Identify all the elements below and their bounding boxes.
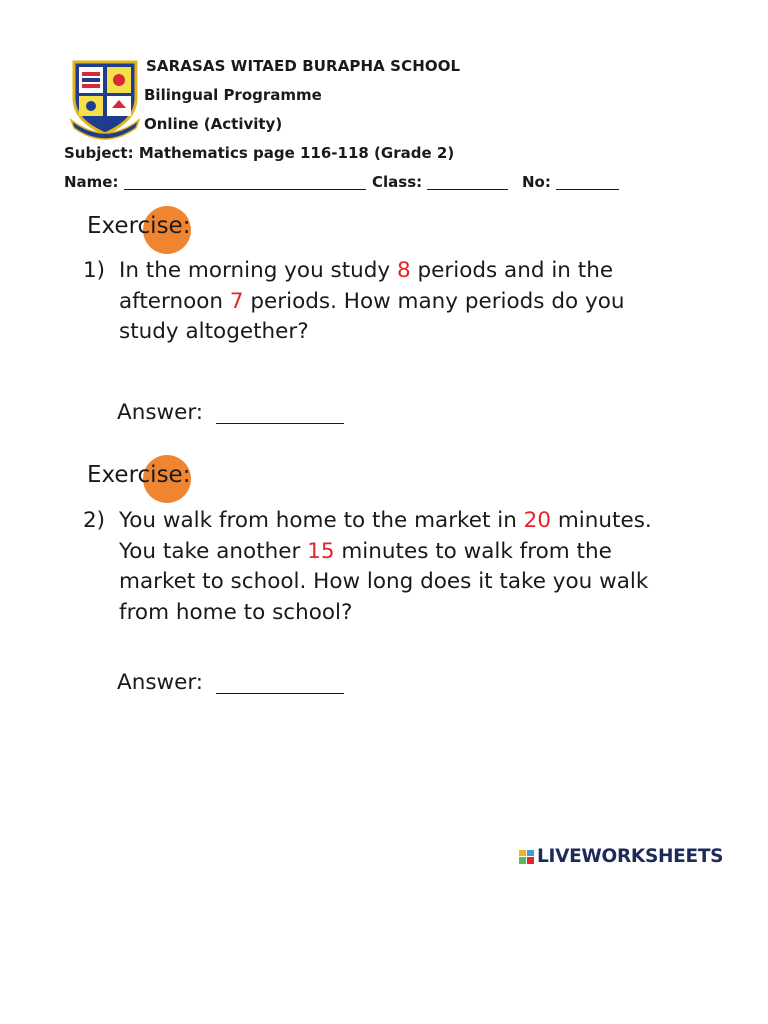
no-field[interactable] (556, 189, 619, 190)
exercise-heading-2: Exercise: (87, 455, 207, 503)
logo-blocks-icon (519, 850, 535, 864)
question-line: market to school. How long does it take you walk (119, 569, 649, 594)
highlighted-number: 15 (307, 538, 335, 564)
answer-label: Answer: (117, 400, 204, 425)
question-line: In the morning you study 8 periods and in the (119, 258, 614, 283)
highlighted-number: 8 (397, 258, 411, 283)
shield-icon (70, 58, 140, 142)
mode-label: Online (Activity) (144, 115, 283, 133)
liveworksheets-logo (519, 846, 724, 868)
exercise-heading-1: Exercise: (87, 206, 207, 254)
subject-line: Subject: Mathematics page 116-118 (Grade 2) (64, 144, 455, 162)
name-label: Name: (64, 173, 119, 191)
class-field[interactable] (427, 189, 508, 190)
logo-text: LIVEWORKSHEETS (537, 846, 724, 867)
highlighted-number: 20 (523, 508, 552, 533)
answer-field[interactable] (216, 423, 344, 424)
answer-label: Answer: (117, 670, 204, 695)
question-line: afternoon 7 periods. How many periods do you (119, 288, 625, 314)
class-label: Class: (372, 173, 423, 191)
no-label: No: (522, 173, 551, 191)
question-text (119, 506, 652, 628)
question-line: study altogether? (119, 319, 309, 344)
school-crest (70, 58, 140, 142)
question-number: 2) (83, 508, 106, 533)
question-2 (83, 506, 703, 631)
question-number: 1) (83, 258, 106, 283)
question-line: from home to school? (119, 599, 353, 625)
question-text (119, 256, 624, 348)
school-name: SARASAS WITAED BURAPHA SCHOOL (146, 57, 461, 75)
question-line: You take another 15 minutes to walk from the (119, 538, 612, 564)
answer-row-1 (117, 400, 357, 430)
question-1 (83, 256, 683, 351)
answer-field[interactable] (216, 693, 344, 694)
highlighted-number: 7 (229, 288, 244, 314)
answer-row-2 (117, 670, 357, 700)
programme-label: Bilingual Programme (144, 86, 322, 104)
name-field[interactable] (124, 189, 366, 190)
question-line: You walk from home to the market in 20 minutes. (119, 508, 652, 533)
